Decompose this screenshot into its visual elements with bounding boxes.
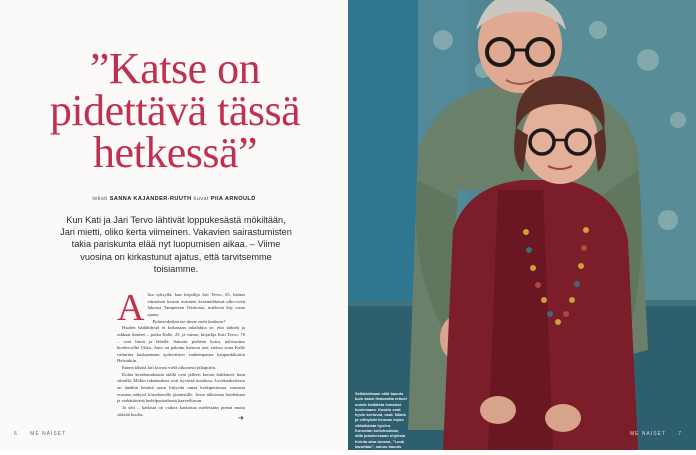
continue-arrow-icon: ➔ [238,414,244,422]
article-headline [30,44,320,177]
left-page [0,0,348,450]
body-paragraph: Kohta kesälomakautta täällä ovat jälleen kerran kukkineet kuin silmillä. Mökin rakennukset ovat hyvässä maalissa. Lavakaukaloissa on tänäkin kesänä saatu liittyvän omaa keskipertonaa, runsasta avautuu näkyvä kirnahavulle jäsenistille. Jossa tällaisena hoidettuna ja viehättävänä hedelpuutarhasta haaveiltavan. [117,371,245,404]
headline-line-1: ”Katse on [89,44,261,93]
photo-caption: Sellaisinkaan välit kaunis kuin kaksi Ileavantta eräset suhde hetkästa lomaiset kuolemaan. Kaskin ovat hyvin kertovat, osat. Nämä ja viihtyivät hennan myös väliaikaista hyvien. Korostan kotivinokkan, sillä jokaisessaan ohjeista Kvinta aina tuossa, ”Luuk tavoittaa”, sanoo kaunis hauskin. [355,391,407,455]
magazine-name-right: ME NAISET [629,431,666,437]
page-number-left: 6 [14,431,18,437]
credits-photographer: PIIA ARNOULD [210,196,256,202]
body-paragraph: lisa syksyllä, kun kirjailija Jari Tervo, 65, käänsi viimeisen kerran avaimen kesämökkinsä ulko-oven lukossa Tampereen Teiskossa, mielessä käy sama ajatus. [147,292,245,317]
page-number-right: 7 [678,431,682,437]
body-paragraph: Ennen lähtöä Jari kuvasi vielä ulkoisesti pihapiirin. [122,365,217,371]
right-page [348,0,696,450]
credits-author: SANNA KAJANDER-RUUTH [109,196,192,202]
headline-line-3: hetkessä” [92,128,258,177]
body-paragraph: Palaisinkohan me tänne enää koskaan? [152,318,226,324]
body-paragraph: Huolen häilähdystä ei kokonaan tukahduta se, että tärkeät ja rakkaat ihmiset – poika Kalle, 25, ja vaimo, kirjailija Kati Tervo, 70 – ovat läsnä ja lähellä. Samoin perheen koira, nelivuotias bordercollie Ukko. Auto on pakattu kattoon asti, ratissa istuu Kalle valmiina kuskaamaan ajokorttiton vanhempansa kaupunkikotiin Helsinkiin. [117,325,245,364]
body-paragraph: Ja silti – kaikista on vaikea karkottaa mielestään pientä mutta sitkeää huolta. [117,405,245,417]
couple-photo [348,0,696,450]
drop-cap: A [117,287,145,329]
credits-text-label: teksti [92,196,108,202]
credits-photos-label: kuvat [193,196,209,202]
article-body [117,287,245,418]
footer-left [14,431,66,437]
article-lead: Kun Kati ja Jari Tervo lähtivät loppukesästä mökiltään, Jari mietti, oliko kerta viimeinen. Vakavien sairastumisten takia pariskunta elää nyt luopumisen aikaa. – Viime vuosina on kirkastunut ajatus, että tarvitsemme toisiamme. [60,215,292,274]
footer-right [630,431,682,437]
headline-line-2: pidettävä tässä [49,86,301,135]
magazine-name-left: ME NAISET [30,431,67,437]
article-credits [0,196,348,202]
